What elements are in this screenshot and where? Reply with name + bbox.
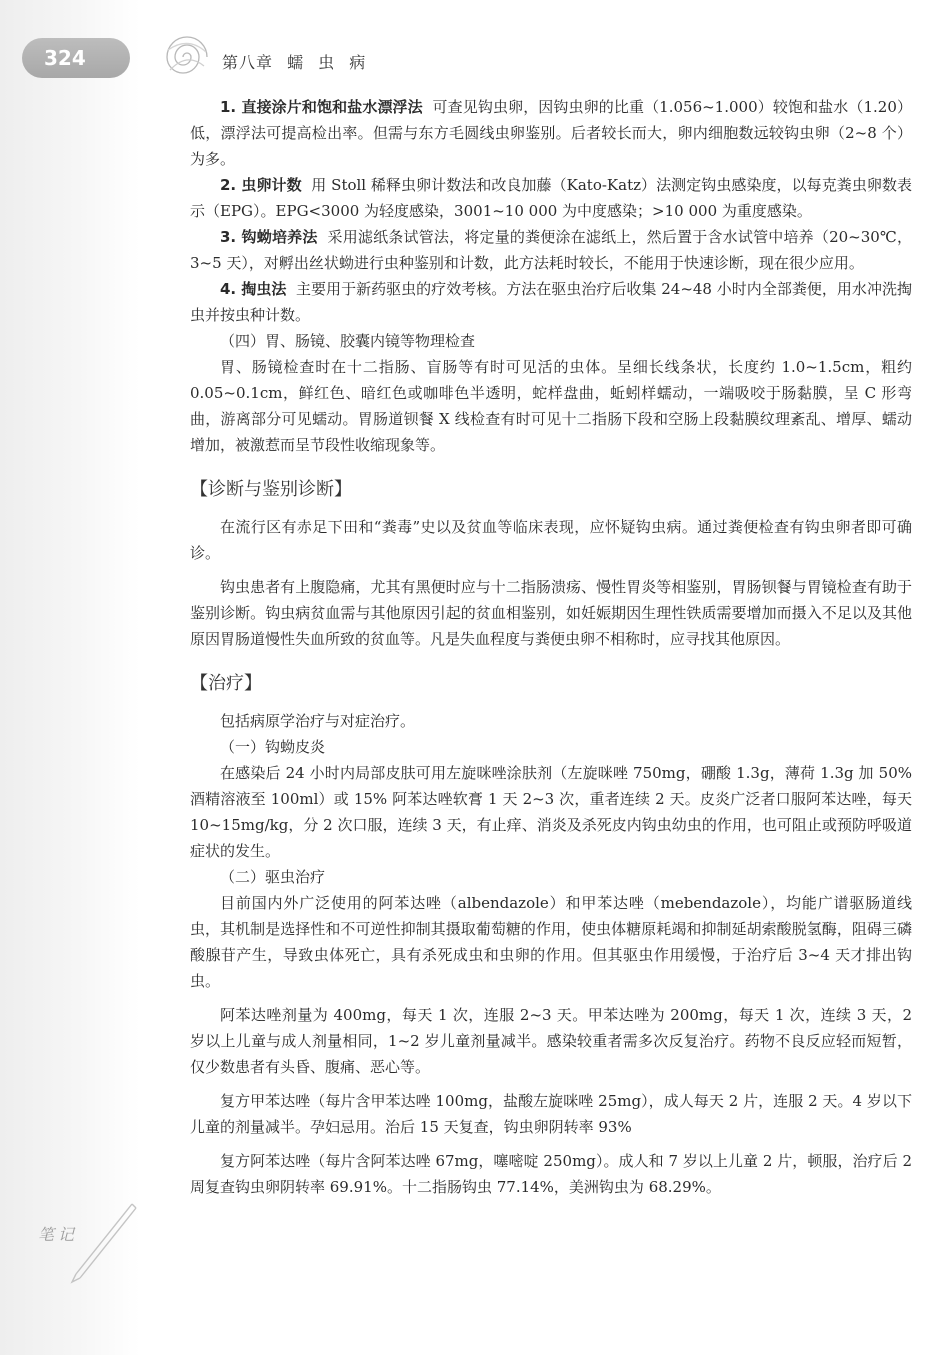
method-4 xyxy=(190,276,912,328)
method-3 xyxy=(190,224,912,276)
method-1 xyxy=(190,94,912,172)
notes-label: 笔记 xyxy=(38,1225,79,1244)
swirl-logo-icon xyxy=(160,30,214,84)
diagnosis-paragraph-1: 在流行区有赤足下田和“粪毒”史以及贫血等临床表现，应怀疑钩虫病。通过粪便检查有钩虫卵者即可确诊。 xyxy=(190,518,912,562)
page-margin-sidebar xyxy=(0,0,140,1355)
method-2-text: 用 Stoll 稀释虫卵计数法和改良加藤（Kato-Katz）法测定钩虫感染度，以每克粪虫卵数表示（EPG）。EPG<3000 为轻度感染，3001~10 000 为中度感染；>10 000 为重度感染。 xyxy=(190,176,912,220)
method-2 xyxy=(190,172,912,224)
method-4-text: 主要用于新药驱虫的疗效考核。方法在驱虫治疗后收集 24~48 小时内全部粪便，用水冲洗掏虫并按虫种计数。 xyxy=(190,280,912,324)
treatment-sub1-text: 在感染后 24 小时内局部皮肤可用左旋咪唑涂肤剂（左旋咪唑 750mg，硼酸 1.3g，薄荷 1.3g 加 50% 酒精溶液至 100ml）或 15% 阿苯达唑软膏 1 天 2~3 次，重者连续 2 天。皮炎广泛者口服阿苯达唑，每天 10~15mg/kg，分 2 次口服，连续 3 天，有止痒、消炎及杀死皮内钩虫幼虫的作用，也可阻止或预防呼吸道症状的发生。 xyxy=(190,764,912,860)
method-4-lead: 4. 掏虫法 xyxy=(220,280,287,298)
diagnosis-paragraph-2: 钩虫患者有上腹隐痛，尤其有黑便时应与十二指肠溃疡、慢性胃炎等相鉴别，胃肠钡餐与胃镜检查有助于鉴别诊断。钩虫病贫血需与其他原因引起的贫血相鉴别，如妊娠期因生理性铁质需要增加而摄入不足以及其他原因胃肠道慢性失血所致的贫血等。凡是失血程度与粪便虫卵不相称时，应寻找其他原因。 xyxy=(190,578,912,648)
chapter-title: 第八章 蠕 虫 病 xyxy=(222,53,367,72)
page-number-badge: 324 xyxy=(22,38,130,78)
treatment-sub2-paragraph-4: 复方阿苯达唑（每片含阿苯达唑 67mg，噻嘧啶 250mg）。成人和 7 岁以上儿童 2 片，顿服，治疗后 2 周复查钩虫卵阴转率 69.91%。十二指肠钩虫 77.14%，美洲钩虫为 68.29%。 xyxy=(190,1152,912,1196)
page-content xyxy=(190,94,912,1200)
method-3-lead: 3. 钩蚴培养法 xyxy=(220,228,318,246)
method-1-lead: 1. 直接涂片和饱和盐水漂浮法 xyxy=(220,98,423,116)
endoscopy-text: 胃、肠镜检查时在十二指肠、盲肠等有时可见活的虫体。呈细长线条状，长度约 1.0~1.5cm，粗约 0.05~0.1cm，鲜红色、暗红色或咖啡色半透明，蛇样盘曲，蚯蚓样蠕动，一端吸咬于肠黏膜，呈 C 形弯曲，游离部分可见蠕动。胃肠道钡餐 X 线检查有时可见十二指肠下段和空肠上段黏膜纹理紊乱、增厚、蠕动增加，被激惹而呈节段性收缩现象等。 xyxy=(190,358,912,454)
treatment-heading: 【治疗】 xyxy=(190,673,262,694)
method-2-lead: 2. 虫卵计数 xyxy=(220,176,302,194)
method-3-text: 采用滤纸条试管法，将定量的粪便涂在滤纸上，然后置于含水试管中培养（20~30℃，3~5 天），对孵出丝状蚴进行虫种鉴别和计数，此方法耗时较长，不能用于快速诊断，现在很少应用。 xyxy=(190,228,912,272)
treatment-intro: 包括病原学治疗与对症治疗。 xyxy=(220,712,416,730)
endoscopy-heading: （四）胃、肠镜、胶囊内镜等物理检查 xyxy=(220,332,476,350)
treatment-sub1-heading: （一）钩蚴皮炎 xyxy=(220,738,326,756)
treatment-sub2-paragraph-1: 目前国内外广泛使用的阿苯达唑（albendazole）和甲苯达唑（mebendazole），均能广谱驱肠道线虫，其机制是选择性和不可逆性抑制其摄取葡萄糖的作用，使虫体糖原耗竭和抑制延胡索酸脱氢酶，阻碍三磷酸腺苷产生，导致虫体死亡，具有杀死成虫和虫卵的作用。但其驱虫作用缓慢，于治疗后 3~4 天才排出钩虫。 xyxy=(190,894,912,990)
pen-icon xyxy=(62,1196,142,1286)
method-1-text: 可查见钩虫卵，因钩虫卵的比重（1.056~1.000）较饱和盐水（1.20）低，漂浮法可提高检出率。但需与东方毛圆线虫卵鉴别。后者较长而大，卵内细胞数远较钩虫卵（2~8 个）为多。 xyxy=(190,98,913,168)
treatment-sub2-paragraph-3: 复方甲苯达唑（每片含甲苯达唑 100mg，盐酸左旋咪唑 25mg），成人每天 2 片，连服 2 天。4 岁以下儿童的剂量减半。孕妇忌用。治后 15 天复查，钩虫卵阴转率 93% xyxy=(190,1092,912,1136)
diagnosis-heading: 【诊断与鉴别诊断】 xyxy=(190,479,352,500)
treatment-sub2-paragraph-2: 阿苯达唑剂量为 400mg，每天 1 次，连服 2~3 天。甲苯达唑为 200mg，每天 1 次，连续 3 天，2 岁以上儿童与成人剂量相同，1~2 岁儿童剂量减半。感染较重者需多次反复治疗。药物不良反应轻而短暂，仅少数患者有头昏、腹痛、恶心等。 xyxy=(190,1006,912,1076)
treatment-sub2-heading: （二）驱虫治疗 xyxy=(220,868,326,886)
